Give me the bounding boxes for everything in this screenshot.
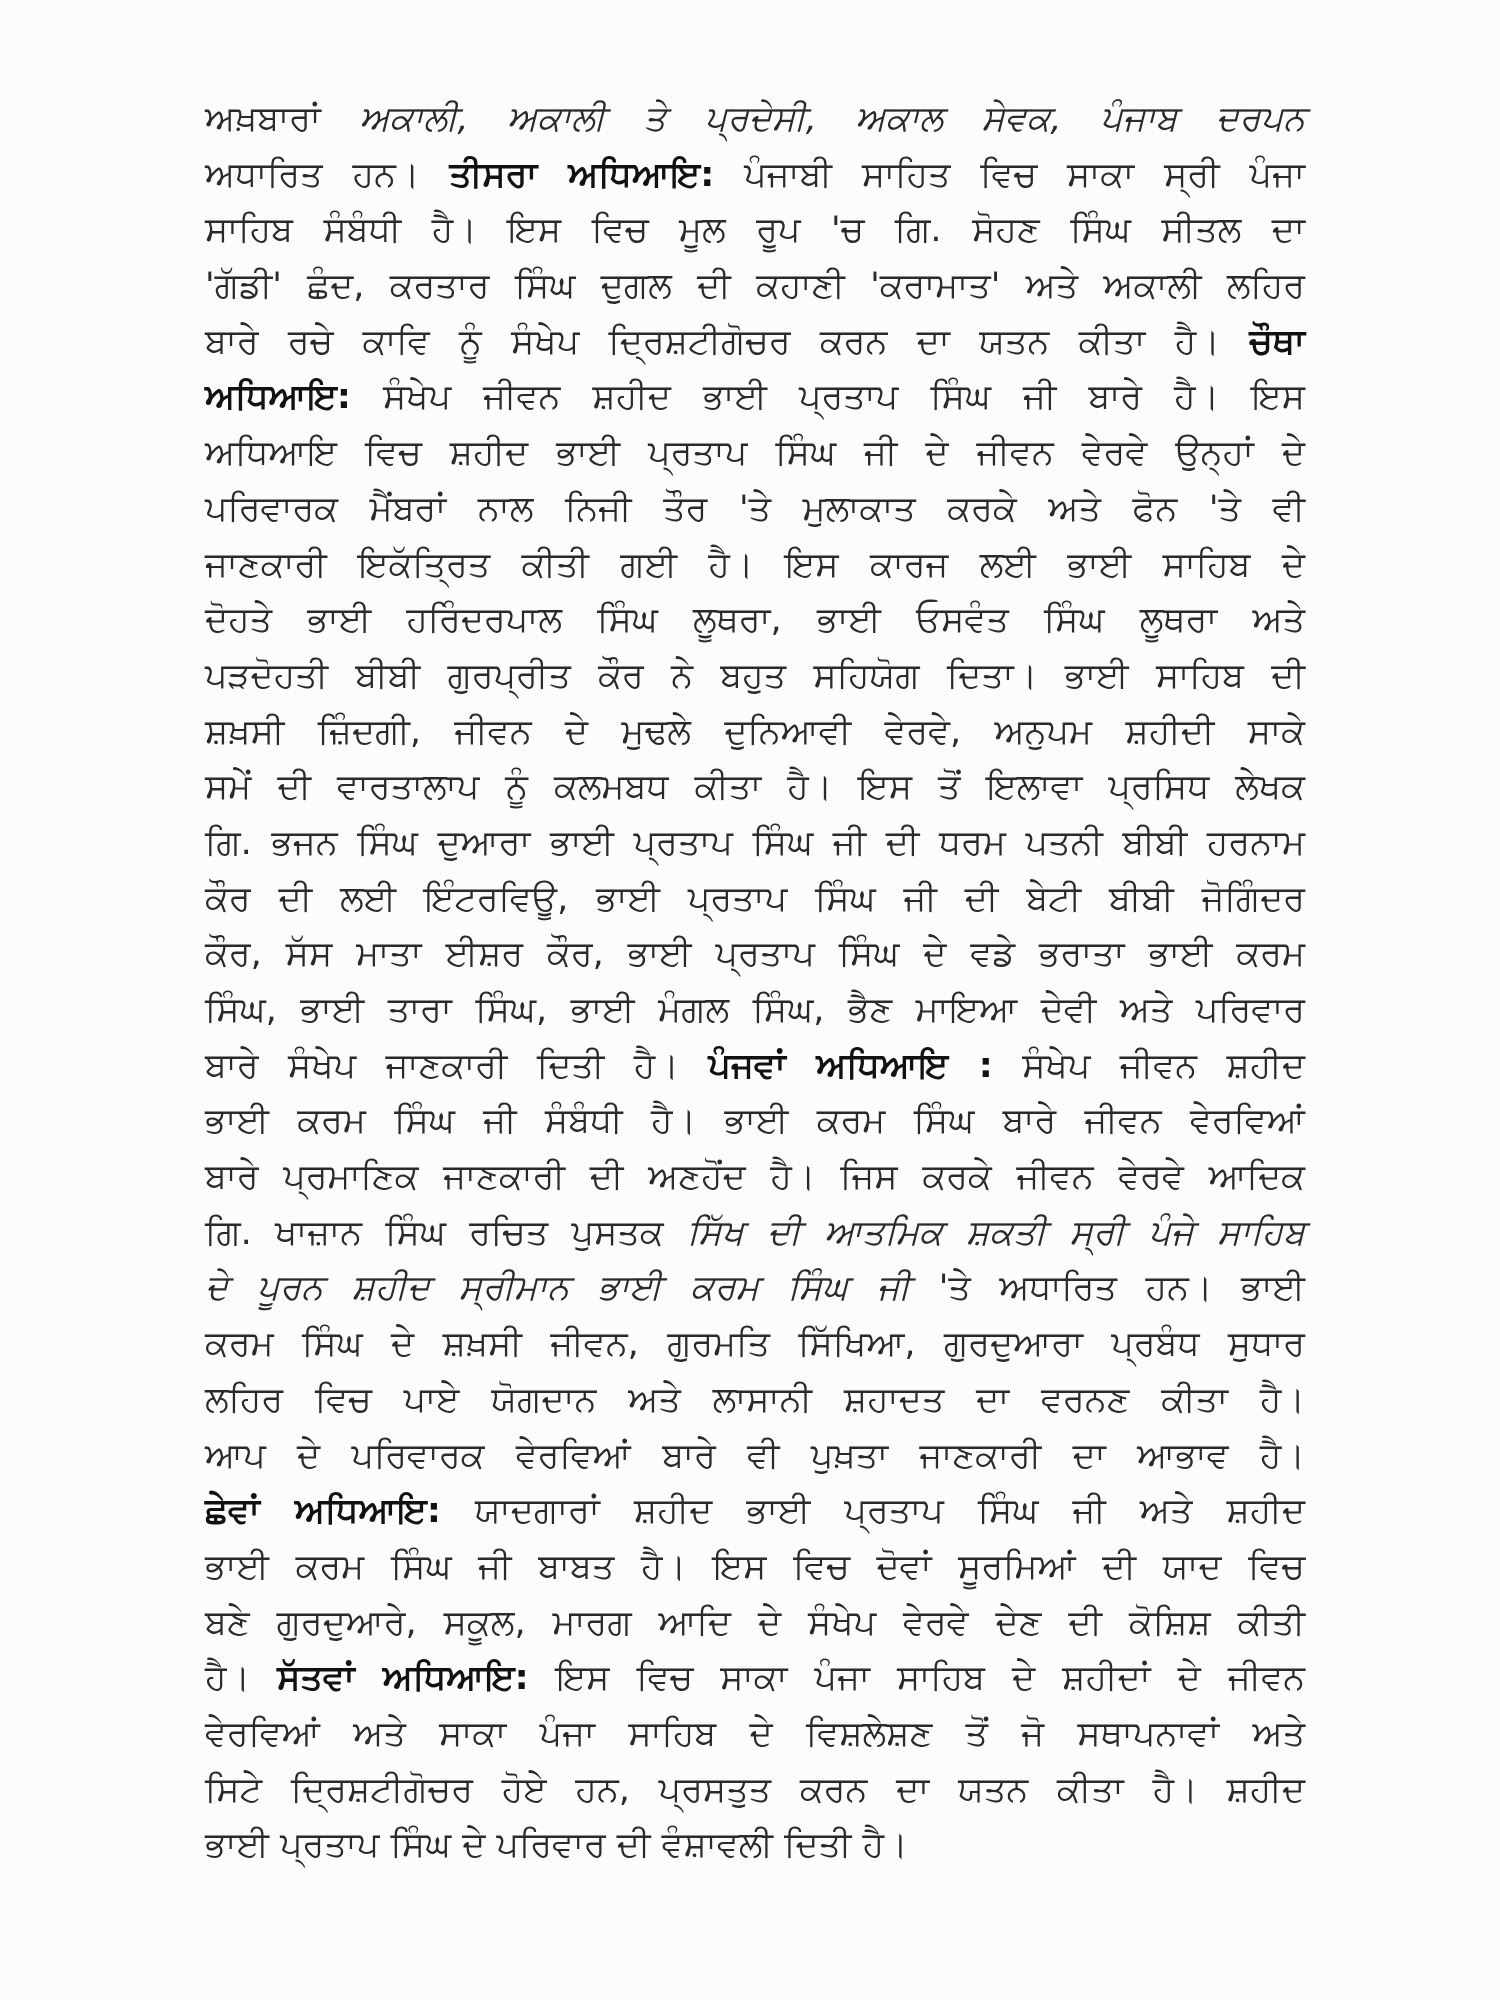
text-line xyxy=(205,1150,1305,1206)
text-segment: ਬਾਰੇ ਸੰਖੇਪ ਜਾਣਕਾਰੀ ਦਿਤੀ ਹੈ। xyxy=(205,1045,709,1086)
text-line xyxy=(205,370,1305,426)
text-line xyxy=(205,705,1305,761)
body-text xyxy=(205,92,1305,1874)
text-segment: ਸ਼ਖ਼ਸੀ ਜ਼ਿੰਦਗੀ, ਜੀਵਨ ਦੇ ਮੁਢਲੇ ਦੁਨਿਆਵੀ ਵੇਰਵੇ, ਅਨੁਪਮ ਸ਼ਹੀਦੀ ਸਾਕੇ xyxy=(205,711,1305,752)
text-line xyxy=(205,1763,1305,1819)
text-segment: ਗਿ. ਖਾਜ਼ਾਨ ਸਿੰਘ ਰਚਿਤ ਪੁਸਤਕ xyxy=(205,1212,687,1253)
text-line xyxy=(205,1484,1305,1540)
text-line xyxy=(205,1317,1305,1373)
text-segment: ਬਣੇ ਗੁਰਦੁਆਰੇ, ਸਕੂਲ, ਮਾਰਗ ਆਦਿ ਦੇ ਸੰਖੇਪ ਵੇਰਵੇ ਦੇਣ ਦੀ ਕੋਸ਼ਿਸ਼ ਕੀਤੀ xyxy=(205,1602,1305,1643)
text-segment: ਇਸ ਵਿਚ ਸਾਕਾ ਪੰਜਾ ਸਾਹਿਬ ਦੇ ਸ਼ਹੀਦਾਂ ਦੇ ਜੀਵਨ xyxy=(528,1658,1305,1699)
text-segment: ਸਿੰਘ, ਭਾਈ ਤਾਰਾ ਸਿੰਘ, ਭਾਈ ਮੰਗਲ ਸਿੰਘ, ਭੈਣ ਮਾਇਆ ਦੇਵੀ ਅਤੇ ਪਰਿਵਾਰ xyxy=(205,990,1305,1030)
text-segment: ਭਾਈ ਕਰਮ ਸਿੰਘ ਜੀ ਬਾਬਤ ਹੈ। ਇਸ ਵਿਚ ਦੋਵਾਂ ਸੂਰਮਿਆਂ ਦੀ ਯਾਦ ਵਿਚ xyxy=(205,1546,1305,1587)
text-segment: 'ਗੱਡੀ' ਛੰਦ, ਕਰਤਾਰ ਸਿੰਘ ਦੁਗਲ ਦੀ ਕਹਾਣੀ 'ਕਰਾਮਾਤ' ਅਤੇ ਅਕਾਲੀ ਲਹਿਰ xyxy=(205,266,1305,307)
text-segment: ਯਾਦਗਾਰਾਂ ਸ਼ਹੀਦ ਭਾਈ ਪ੍ਰਤਾਪ ਸਿੰਘ ਜੀ ਅਤੇ ਸ਼ਹੀਦ xyxy=(440,1491,1306,1532)
text-line xyxy=(205,482,1305,538)
text-segment: ਅਧਿਆਇ ਵਿਚ ਸ਼ਹੀਦ ਭਾਈ ਪ੍ਰਤਾਪ ਸਿੰਘ ਜੀ ਦੇ ਜੀਵਨ ਵੇਰਵੇ ਉਨ੍ਹਾਂ ਦੇ xyxy=(205,433,1305,474)
text-segment: ਹੈ। xyxy=(205,1658,278,1699)
italic-title: ਅਕਾਲੀ, ਅਕਾਲੀ ਤੇ ਪ੍ਰਦੇਸੀ, ਅਕਾਲ ਸੇਵਕ, ਪੰਜਾਬ ਦਰਪਨ xyxy=(359,99,1305,139)
text-line xyxy=(205,1261,1305,1317)
chapter-heading: ਚੌਥਾ xyxy=(1249,321,1305,362)
text-line xyxy=(205,1818,1305,1874)
text-line xyxy=(205,983,1305,1039)
text-line xyxy=(205,426,1305,482)
text-segment: ਬਾਰੇ ਰਚੇ ਕਾਵਿ ਨੂੰ ਸੰਖੇਪ ਦ੍ਰਿਸ਼ਟੀਗੋਚਰ ਕਰਨ ਦਾ ਯਤਨ ਕੀਤਾ ਹੈ। xyxy=(205,321,1250,362)
chapter-heading: ਅਧਿਆਇ: xyxy=(205,377,351,418)
chapter-heading: ਪੰਜਵਾਂ ਅਧਿਆਇ : xyxy=(708,1045,993,1086)
text-line xyxy=(205,1651,1305,1707)
text-line xyxy=(205,593,1305,649)
text-line xyxy=(205,203,1305,259)
text-segment: 'ਤੇ ਅਧਾਰਿਤ ਹਨ। ਭਾਈ xyxy=(910,1268,1305,1309)
text-segment: ਪੰਜਾਬੀ ਸਾਹਿਤ ਵਿਚ ਸਾਕਾ ਸ੍ਰੀ ਪੰਜਾ xyxy=(714,154,1305,195)
text-line xyxy=(205,1039,1305,1095)
text-segment: ਗਿ. ਭਜਨ ਸਿੰਘ ਦੁਆਰਾ ਭਾਈ ਪ੍ਰਤਾਪ ਸਿੰਘ ਜੀ ਦੀ ਧਰਮ ਪਤਨੀ ਬੀਬੀ ਹਰਨਾਮ xyxy=(205,822,1305,863)
text-segment: ਸਾਹਿਬ ਸੰਬੰਧੀ ਹੈ। ਇਸ ਵਿਚ ਮੂਲ ਰੂਪ 'ਚ ਗਿ. ਸੋਹਣ ਸਿੰਘ ਸੀਤਲ ਦਾ xyxy=(205,210,1305,251)
text-line xyxy=(205,816,1305,872)
text-line xyxy=(205,649,1305,705)
text-segment: ਸਮੇਂ ਦੀ ਵਾਰਤਾਲਾਪ ਨੂੰ ਕਲਮਬਧ ਕੀਤਾ ਹੈ। ਇਸ ਤੋਂ ਇਲਾਵਾ ਪ੍ਰਸਿਧ ਲੇਖਕ xyxy=(205,767,1305,808)
text-segment: ਭਾਈ ਕਰਮ ਸਿੰਘ ਜੀ ਸੰਬੰਧੀ ਹੈ। ਭਾਈ ਕਰਮ ਸਿੰਘ ਬਾਰੇ ਜੀਵਨ ਵੇਰਵਿਆਂ xyxy=(205,1101,1305,1142)
text-line xyxy=(205,1094,1305,1150)
text-segment: ਆਪ ਦੇ ਪਰਿਵਾਰਕ ਵੇਰਵਿਆਂ ਬਾਰੇ ਵੀ ਪੁਖ਼ਤਾ ਜਾਣਕਾਰੀ ਦਾ ਆਭਾਵ ਹੈ। xyxy=(205,1435,1305,1476)
text-segment: ਕੌਰ, ਸੱਸ ਮਾਤਾ ਈਸ਼ਰ ਕੌਰ, ਭਾਈ ਪ੍ਰਤਾਪ ਸਿੰਘ ਦੇ ਵਡੇ ਭਰਾਤਾ ਭਾਈ ਕਰਮ xyxy=(205,934,1305,975)
text-segment: ਸੰਖੇਪ ਜੀਵਨ ਸ਼ਹੀਦ xyxy=(992,1045,1305,1086)
chapter-heading: ਤੀਸਰਾ ਅਧਿਆਇ: xyxy=(449,154,715,195)
text-segment: ਕਰਮ ਸਿੰਘ ਦੇ ਸ਼ਖ਼ਸੀ ਜੀਵਨ, ਗੁਰਮਤਿ ਸਿੱਖਿਆ, ਗੁਰਦੁਆਰਾ ਪ੍ਰਬੰਧ ਸੁਧਾਰ xyxy=(205,1324,1305,1365)
text-segment: ਅਧਾਰਿਤ ਹਨ। xyxy=(205,154,450,195)
text-line xyxy=(205,927,1305,983)
text-segment: ਜਾਣਕਾਰੀ ਇਕੱਤ੍ਰਿਤ ਕੀਤੀ ਗਈ ਹੈ। ਇਸ ਕਾਰਜ ਲਈ ਭਾਈ ਸਾਹਿਬ ਦੇ xyxy=(205,544,1305,585)
italic-title: ਸਿੱਖ ਦੀ ਆਤਮਿਕ ਸ਼ਕਤੀ ਸ੍ਰੀ ਪੰਜੇ ਸਾਹਿਬ xyxy=(686,1212,1305,1253)
text-segment: ਪਰਿਵਾਰਕ ਮੈਂਬਰਾਂ ਨਾਲ ਨਿਜੀ ਤੌਰ 'ਤੇ ਮੁਲਾਕਾਤ ਕਰਕੇ ਅਤੇ ਫੋਨ 'ਤੇ ਵੀ xyxy=(205,488,1305,529)
text-segment: ਸੰਖੇਪ ਜੀਵਨ ਸ਼ਹੀਦ ਭਾਈ ਪ੍ਰਤਾਪ ਸਿੰਘ ਜੀ ਬਾਰੇ ਹੈ। ਇਸ xyxy=(350,377,1305,418)
text-line xyxy=(205,1596,1305,1652)
chapter-heading: ਛੇਵਾਂ ਅਧਿਆਇ: xyxy=(205,1491,441,1532)
text-segment: ਅਖ਼ਬਾਰਾਂ xyxy=(205,99,360,139)
text-line xyxy=(205,92,1305,148)
text-line xyxy=(205,1373,1305,1429)
text-line xyxy=(205,538,1305,594)
text-line xyxy=(205,872,1305,928)
text-line xyxy=(205,760,1305,816)
text-line xyxy=(205,148,1305,204)
text-segment: ਲਹਿਰ ਵਿਚ ਪਾਏ ਯੋਗਦਾਨ ਅਤੇ ਲਾਸਾਨੀ ਸ਼ਹਾਦਤ ਦਾ ਵਰਨਣ ਕੀਤਾ ਹੈ। xyxy=(205,1379,1305,1420)
text-line xyxy=(205,1707,1305,1763)
text-line xyxy=(205,1206,1305,1262)
text-segment: ਵੇਰਵਿਆਂ ਅਤੇ ਸਾਕਾ ਪੰਜਾ ਸਾਹਿਬ ਦੇ ਵਿਸ਼ਲੇਸ਼ਣ ਤੋਂ ਜੋ ਸਥਾਪਨਾਵਾਂ ਅਤੇ xyxy=(205,1713,1305,1754)
text-line xyxy=(205,259,1305,315)
chapter-heading: ਸੱਤਵਾਂ ਅਧਿਆਇ: xyxy=(277,1658,529,1699)
text-segment: ਭਾਈ ਪ੍ਰਤਾਪ ਸਿੰਘ ਦੇ ਪਰਿਵਾਰ ਦੀ ਵੰਸ਼ਾਵਲੀ ਦਿਤੀ ਹੈ। xyxy=(205,1825,908,1866)
text-segment: ਕੌਰ ਦੀ ਲਈ ਇੰਟਰਵਿਊ, ਭਾਈ ਪ੍ਰਤਾਪ ਸਿੰਘ ਜੀ ਦੀ ਬੇਟੀ ਬੀਬੀ ਜੋਗਿੰਦਰ xyxy=(205,878,1305,919)
text-segment: ਬਾਰੇ ਪ੍ਰਮਾਣਿਕ ਜਾਣਕਾਰੀ ਦੀ ਅਣਹੋਂਦ ਹੈ। ਜਿਸ ਕਰਕੇ ਜੀਵਨ ਵੇਰਵੇ ਆਦਿਕ xyxy=(205,1157,1305,1198)
text-line xyxy=(205,315,1305,371)
text-line xyxy=(205,1429,1305,1485)
text-segment: ਦੋਹਤੇ ਭਾਈ ਹਰਿੰਦਰਪਾਲ ਸਿੰਘ ਲੂਥਰਾ, ਭਾਈ ਓਸਵੰਤ ਸਿੰਘ ਲੂਥਰਾ ਅਤੇ xyxy=(205,600,1305,641)
text-line xyxy=(205,1540,1305,1596)
italic-title: ਦੇ ਪੂਰਨ ਸ਼ਹੀਦ ਸ੍ਰੀਮਾਨ ਭਾਈ ਕਰਮ ਸਿੰਘ ਜੀ xyxy=(205,1268,911,1309)
text-segment: ਸਿਟੇ ਦ੍ਰਿਸ਼ਟੀਗੋਚਰ ਹੋਏ ਹਨ, ਪ੍ਰਸਤੁਤ ਕਰਨ ਦਾ ਯਤਨ ਕੀਤਾ ਹੈ। ਸ਼ਹੀਦ xyxy=(205,1769,1305,1810)
text-segment: ਪੜਦੋਹਤੀ ਬੀਬੀ ਗੁਰਪ੍ਰੀਤ ਕੌਰ ਨੇ ਬਹੁਤ ਸਹਿਯੋਗ ਦਿਤਾ। ਭਾਈ ਸਾਹਿਬ ਦੀ xyxy=(205,655,1305,696)
